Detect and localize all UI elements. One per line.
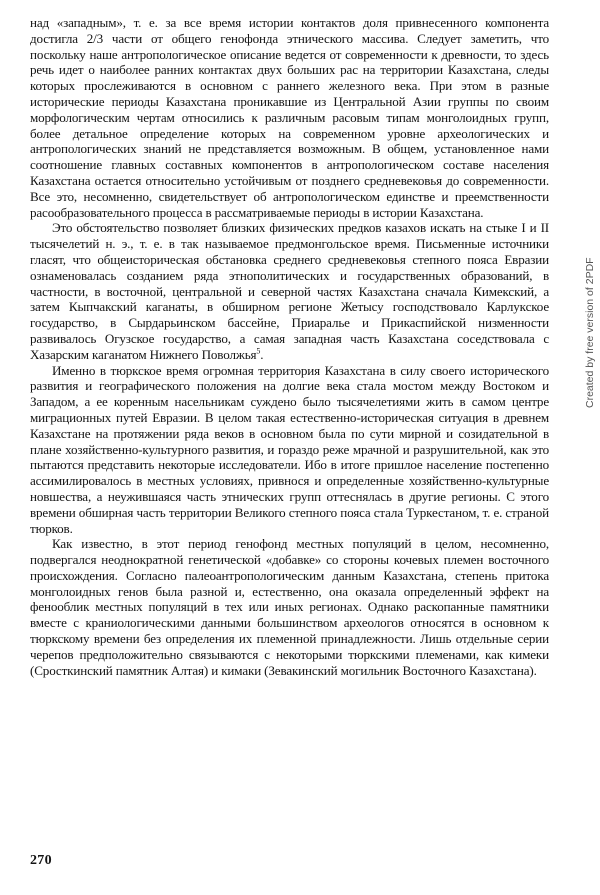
watermark-text: Created by free version of 2PDF bbox=[584, 257, 596, 408]
body-text bbox=[30, 15, 549, 678]
paragraph-2-text: Это обстоятельство позволяет близких физических предков казахов искать на стыке I и II тысячелетий н. э., т. е. в так называемое предмонгольское время. Письменные источники гласят, что общеисторическая обстановка среднего средневековья степного пояса Евразии ознаменовалась созданием ряда этнополитических и государственных образований, в частности, в восточной, центральной и северной частях Казахстана сначала Кимекский, а затем Кыпчакский каганаты, в обширном регионе Жетысу господствовало Карлукское государство, в Сырдарьинском бассейне, Приаралье и Прикаспийской низменности развивалось Огузское государство, а самая западная часть Казахстана соседствовала с Хазарским каганатом Нижнего Поволжья bbox=[30, 220, 549, 362]
paragraph-4: Как известно, в этот период генофонд местных популяций в целом, несомненно, подвергался неоднократной генетической «добавке» со стороны кочевых племен восточного происхождения. Согласно палеоантропологическим данным Казахстана, степень притока монголоидных генов была разной и, естественно, она оказала определенный эффект на фенооблик местных популяций в тех или иных регионах. Однако раскопанные памятники вместе с краниологическими данными большинством археологов относятся в основном к тюркскому времени без определения их племенной принадлежности. Лишь отдельные серии черепов предположительно связываются с некоторыми тюркскими племенами, как кимеки (Сросткинский памятник Алтая) и кимаки (Зевакинский могильник Восточного Казахстана). bbox=[30, 536, 549, 678]
paragraph-2: Это обстоятельство позволяет близких физических предков казахов искать на стыке I и II тысячелетий н. э., т. е. в так называемое предмонгольское время. Письменные источники гласят, что общеисторическая обстановка среднего средневековья степного пояса Евразии ознаменовалась созданием ряда этнополитических и государственных образований, в частности, в восточной, центральной и северной частях Казахстана сначала Кимекский, а затем Кыпчакский каганаты, в обширном регионе Жетысу господствовало Карлукское государство, в Сырдарьинском бассейне, Приаралье и Прикаспийской низменности развивалось Огузское государство, а самая западная часть Казахстана соседствовала с Хазарским каганатом Нижнего Поволжья$^5$. bbox=[30, 220, 549, 362]
page-number: 270 bbox=[30, 853, 52, 868]
footnote-reference: 5 bbox=[256, 346, 261, 356]
paragraph-1: над «западным», т. е. за все время истории контактов доля привнесенного компонента достигла 2/3 части от общего генофонда этнического массива. Следует заметить, что поскольку наше антропологическое описание ведется от современности к древности, то здесь речь идет о наиболее ранних контактах двух больших рас на территории Казахстана, следы которых прослеживаются в основном с раннего железного века. При этом в разные исторические периоды Казахстана проникавшие из Центральной Азии группы по своим морфологическим чертам относились к различным расовым типам монголоидных групп, более детальное определение которых на современном уровне археологических и антропологических знаний не представляется возможным. В общем, установленное нами соотношение главных составных компонентов в антропологическом составе населения Казахстана остается относительно устойчивым от позднего средневековья до современности. Все это, несомненно, свидетельствует об антропологическом единстве и преемственности расообразовательного процесса в рассматриваемые периоды в истории Казахстана. bbox=[30, 15, 549, 220]
paragraph-3: Именно в тюркское время огромная территория Казахстана в силу своего исторического развития и географического положения на долгие века стала мостом между Востоком и Западом, а ее коренным насельникам суждено было тысячелетиями жить в самом центре миграционных путей Евразии. В целом такая естественно-историческая ситуация в древнем Казахстане на протяжении ряда веков в основном была по сути мирной и созидательной в плане хозяйственно-культурного развития, и гораздо реже мрачной и разрушительной, как это пытаются представить некоторые исследователи. Ибо в итоге пришлое население постепенно ассимилировалось в местных условиях, привнося и определенные хозяйственно-культурные новшества, а неужившаяся часть этнических групп оттеснялась в другие регионы. С этого времени обширная часть территории Великого степного пояса стала Туркестаном, т. е. страной тюрков. bbox=[30, 362, 549, 536]
